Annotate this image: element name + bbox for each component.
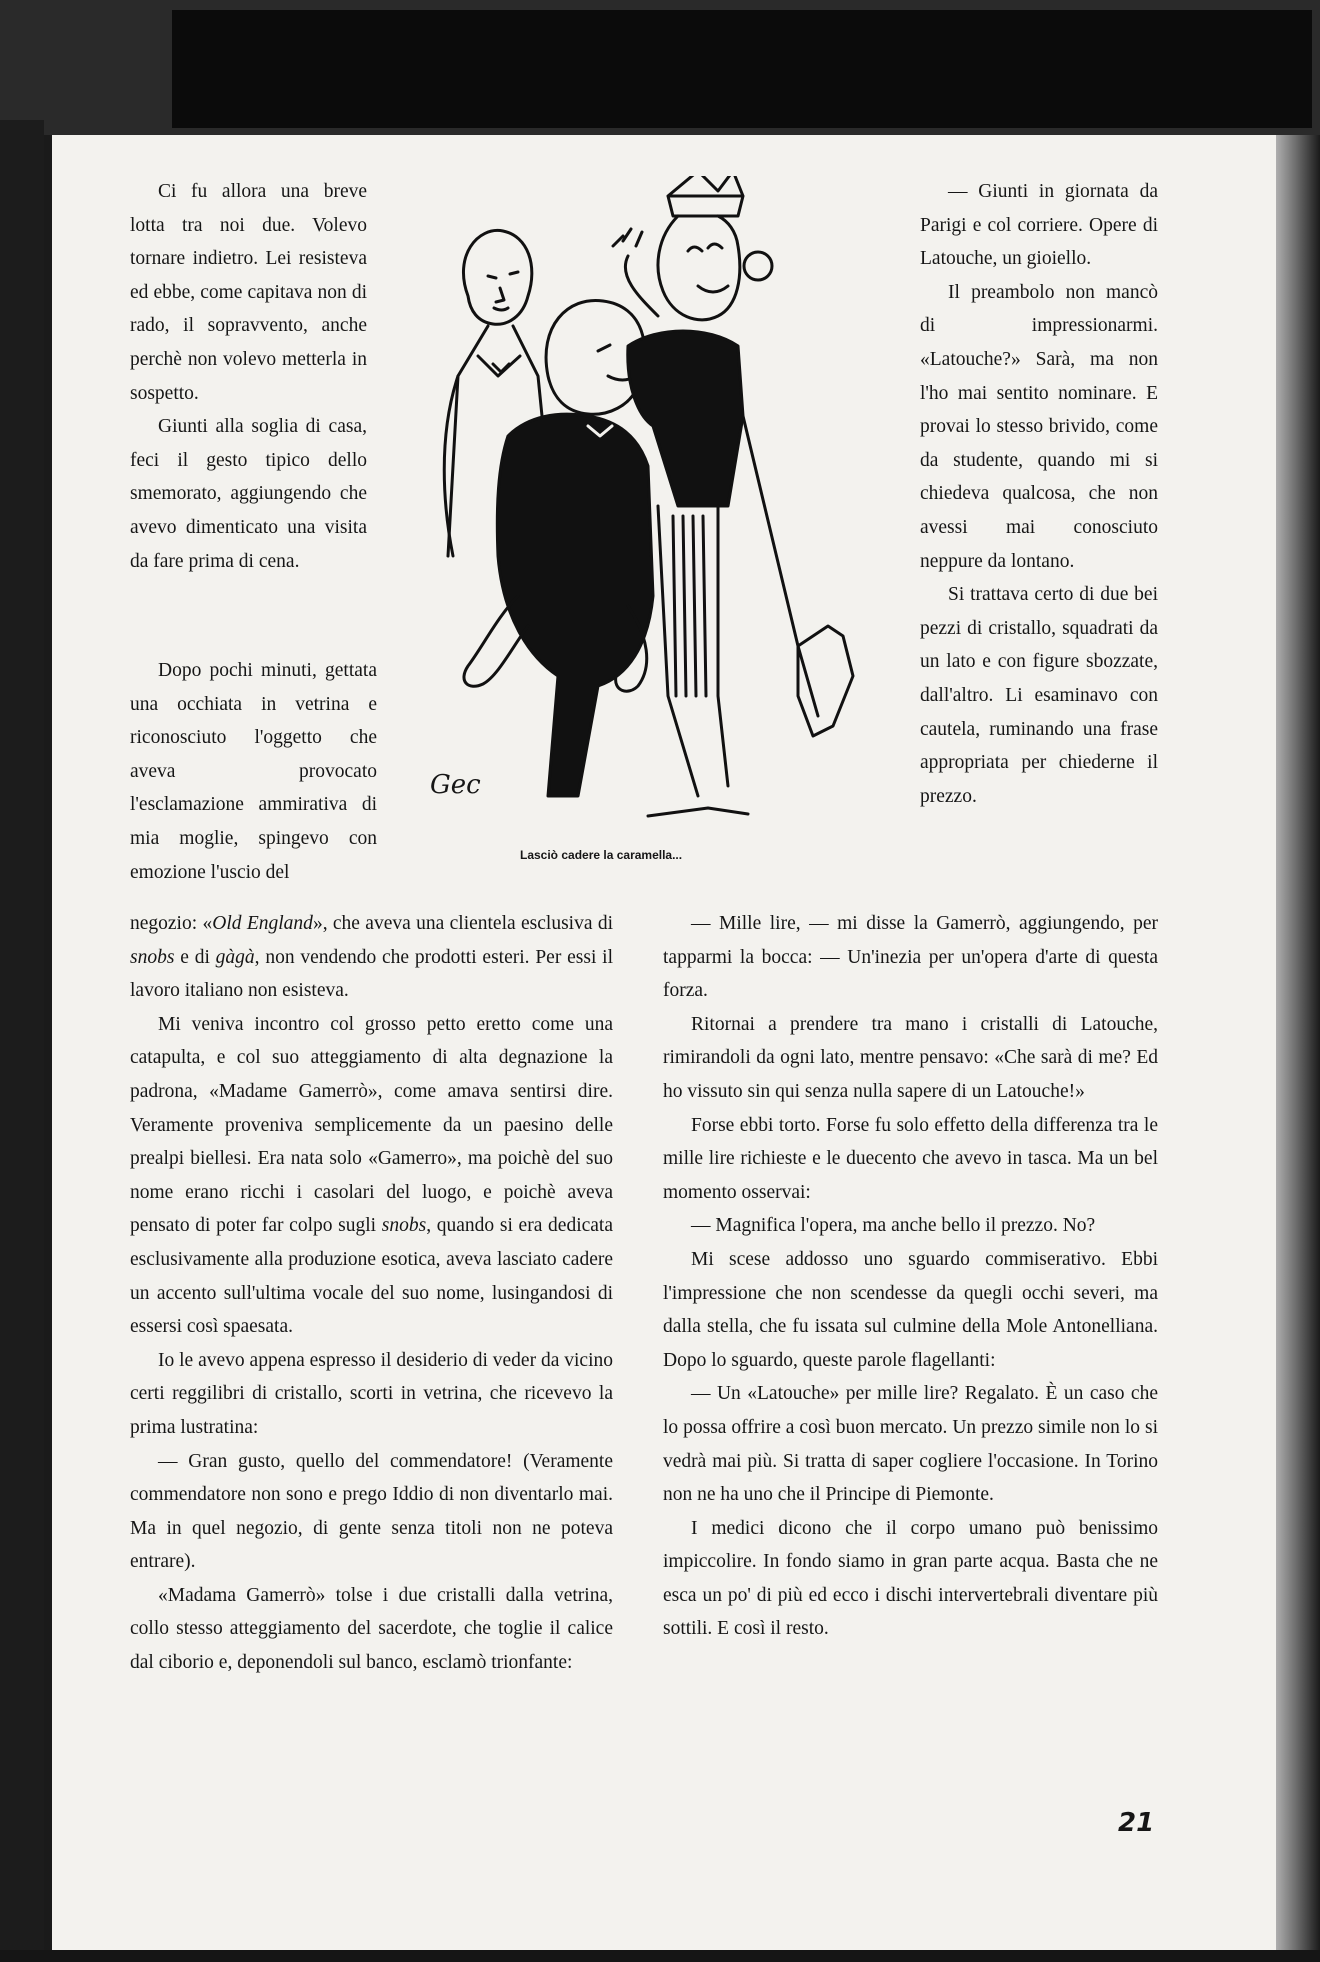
- top-dark-bar: [172, 10, 1312, 128]
- paragraph: Dopo pochi minuti, gettata una occhiata in vetrina e riconosciuto l'oggetto che aveva provocato l'esclamazione ammirativa di mia moglie, spingevo con emozione l'uscio del: [130, 660, 377, 883]
- paragraph: — Magnifica l'opera, ma anche bello il prezzo. No?: [691, 1215, 1096, 1237]
- paragraph: Il preambolo non mancò di impressionarmi. «Latouche?» Sarà, ma non l'ho mai sentito nominare. E provai lo stesso brivido, come da studente, quando mi si chiedeva qualcosa, che non avessi mai conosciuto neppure da lontano.: [920, 281, 1158, 572]
- cartoon-illustration: [398, 176, 898, 836]
- paragraph: Mi veniva incontro col grosso petto eretto come una catapulta, e col suo atteggiamento di alta degnazione la padrona, «Madame Gamerrò», come amava sentirsi dire. Veramente proveniva semplicemente da un paesino delle prealpi biellesi. Era nata solo «Gamerro», ma poichè del suo nome erano ricchi i casolari del luogo, e poichè aveva pensato di poter far colpo sugli snobs, quando si era dedicata esclusivamente alla produzione esotica, aveva lasciato cadere un accento sull'ultima vocale del suo nome, lusingandosi di essersi così spaesata.: [130, 1013, 613, 1338]
- paragraph: — Giunti in giornata da Parigi e col corriere. Opere di Latouche, un gioiello.: [920, 181, 1158, 270]
- shop-name: Old England: [212, 913, 313, 934]
- left-column-bottom: [130, 907, 613, 1680]
- paragraph: Io le avevo appena espresso il desiderio di veder da vicino certi reggilibri di cristallo, scorti in vetrina, che ricevevo la prima lustratina:: [130, 1349, 613, 1438]
- paragraph: — Gran gusto, quello del commendatore! (Veramente commendatore non sono e prego Iddio di non diventarlo mai. Ma in quel negozio, di gente senza titoli non ne poteva entrare).: [130, 1450, 613, 1573]
- paragraph: — Un «Latouche» per mille lire? Regalato. È un caso che lo possa offrire a così buon mercato. Un prezzo simile non lo si vedrà mai più. Si tratta di saper cogliere l'occasione. In Torino non ne ha uno che il Principe di Piemonte.: [663, 1383, 1158, 1506]
- paragraph: «Madama Gamerrò» tolse i due cristalli dalla vetrina, collo stesso atteggiamento del sacerdote, che toglie il calice dal ciborio e, deponendoli sul banco, esclamò trionfante:: [130, 1584, 613, 1674]
- illustration-caption: Lasciò cadere la caramella...: [520, 848, 683, 862]
- paragraph: Giunti alla soglia di casa, feci il gesto tipico dello smemorato, aggiungendo che avevo dimenticato una visita da fare prima di cena.: [130, 416, 367, 572]
- binding-spine: [44, 135, 52, 1950]
- paragraph: Ci fu allora una breve lotta tra noi due. Volevo tornare indietro. Lei resisteva ed ebbe, come capitava non di rado, il sopravvento, anche perchè non volevo metterla in sospetto.: [130, 181, 367, 404]
- right-column-top: [920, 175, 1158, 813]
- paragraph: — Mille lire, — mi disse la Gamerrò, aggiungendo, per tapparmi la bocca: — Un'inezia per un'opera d'arte di questa forza.: [663, 913, 1158, 1002]
- artist-signature: Gec: [430, 770, 481, 800]
- page-number: 21: [1118, 1808, 1155, 1838]
- left-dark-strip: [0, 120, 44, 1962]
- left-column-top: [130, 175, 367, 578]
- paragraph: Si trattava certo di due bei pezzi di cristallo, squadrati da un lato e con figure sbozzate, dall'altro. Li esaminavo con cautela, ruminando una frase appropriata per chiederne il prezzo.: [920, 584, 1158, 807]
- paragraph: I medici dicono che il corpo umano può benissimo impiccolire. In fondo siamo in gran parte acqua. Basta che ne esca un po' di più ed ecco i dischi intervertebrali diventare più sottili. E così il resto.: [663, 1517, 1158, 1640]
- paragraph: negozio: «Old England», che aveva una clientela esclusiva di snobs e di gàgà, non vendendo che prodotti esteri. Per essi il lavoro italiano non esisteva.: [130, 913, 613, 1002]
- left-column-middle: [130, 654, 377, 889]
- paragraph: Forse ebbi torto. Forse fu solo effetto della differenza tra le mille lire richieste e le duecento che avevo in tasca. Ma un bel momento osservai:: [663, 1114, 1158, 1203]
- right-column-bottom: [663, 907, 1158, 1646]
- bottom-dark-strip: [0, 1950, 1320, 1962]
- paragraph: Mi scese addosso uno sguardo commiserativo. Ebbi l'impressione che non scendesse da quegli occhi severi, ma dalla stella, che fu issata sul culmine della Mole Antonelliana. Dopo lo sguardo, queste parole flagellanti:: [663, 1248, 1158, 1371]
- paragraph: Ritornai a prendere tra mano i cristalli di Latouche, rimirandoli da ogni lato, mentre pensavo: «Che sarà di me? Ed ho vissuto sin qui senza nulla sapere di un Latouche!»: [663, 1013, 1158, 1102]
